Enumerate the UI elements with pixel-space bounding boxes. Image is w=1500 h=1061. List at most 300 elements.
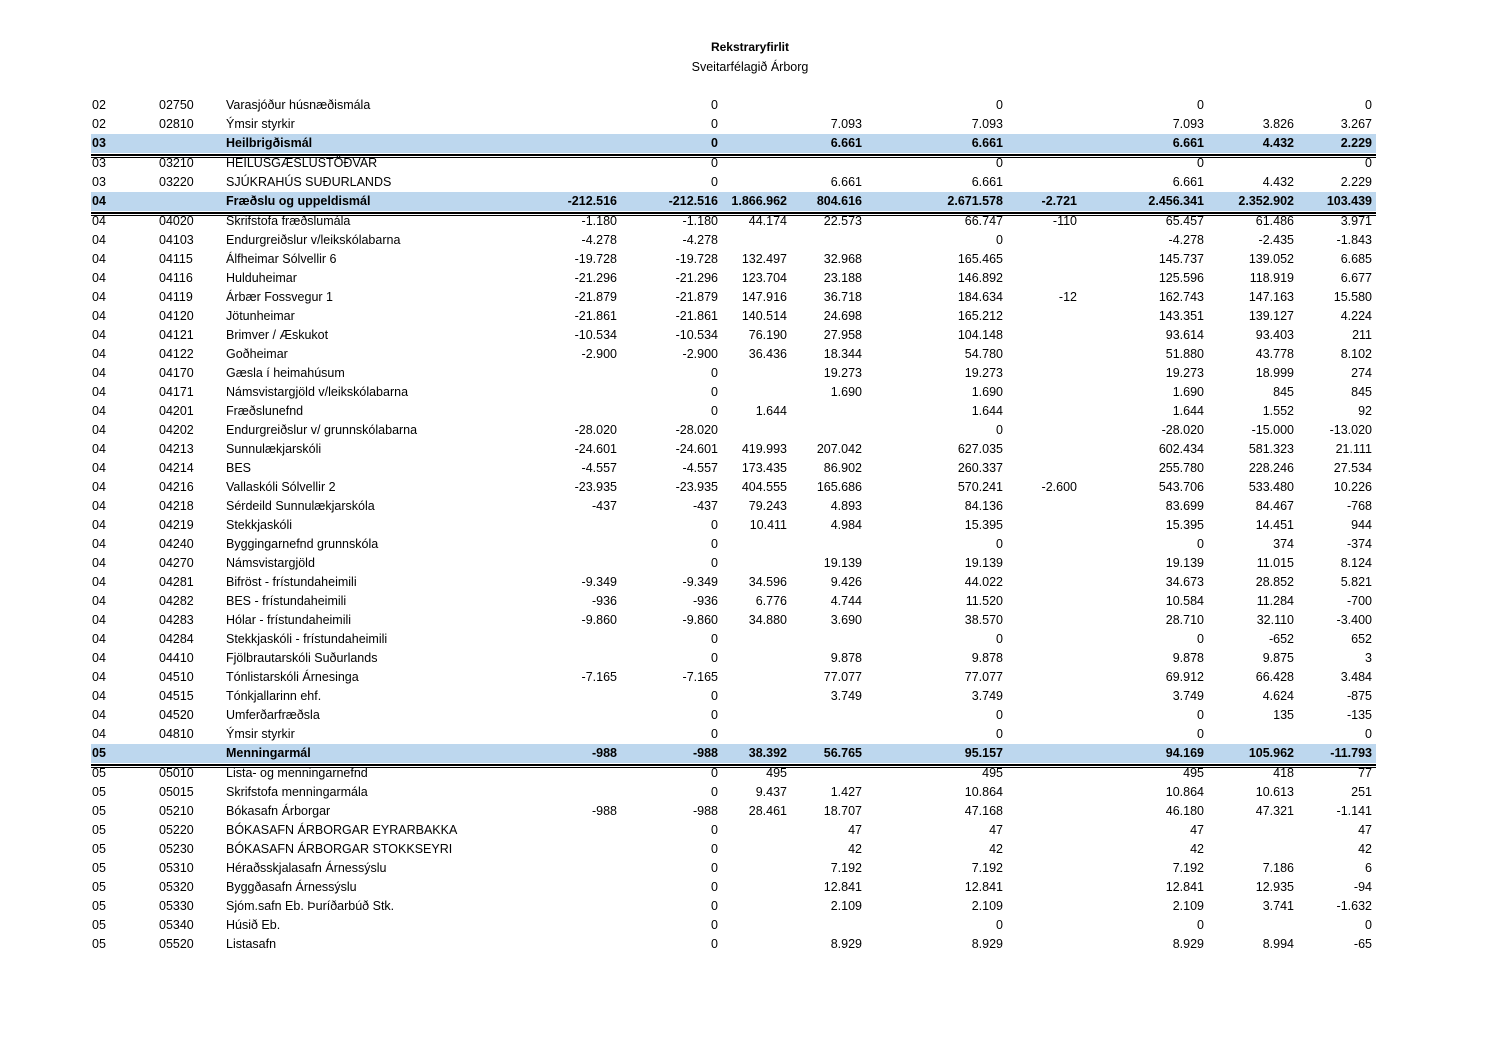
amount-cell: -23.935 <box>675 480 718 494</box>
account-code: 04116 <box>159 271 193 285</box>
table-row <box>91 440 1376 459</box>
table-row <box>91 897 1376 916</box>
amount-cell: 3.741 <box>1262 899 1294 913</box>
amount-cell: 6.685 <box>1340 252 1372 266</box>
amount-cell: 0 <box>996 423 1003 437</box>
table-row <box>91 364 1376 383</box>
amount-cell: 10.864 <box>964 785 1003 799</box>
amount-cell: 4.893 <box>830 499 862 513</box>
amount-cell: -13.020 <box>1329 423 1372 437</box>
amount-cell: 495 <box>1183 766 1204 780</box>
amount-cell: 0 <box>1197 727 1204 741</box>
account-code: 04213 <box>159 442 194 456</box>
amount-cell: 76.190 <box>748 328 787 342</box>
account-code: 05010 <box>159 766 194 780</box>
amount-cell: 374 <box>1273 537 1294 551</box>
amount-cell: 0 <box>711 136 718 150</box>
amount-cell: 104.148 <box>957 328 1003 342</box>
amount-cell: 3.826 <box>1262 117 1294 131</box>
amount-cell: 0 <box>711 708 718 722</box>
amount-cell: 10.584 <box>1165 594 1204 608</box>
amount-cell: -19.728 <box>675 252 718 266</box>
amount-cell: -110 <box>1052 214 1077 228</box>
account-name: Tónlistarskóli Árnesinga <box>226 670 359 684</box>
amount-cell: 123.704 <box>741 271 787 285</box>
amount-cell: 27.534 <box>1333 461 1372 475</box>
amount-cell: 4.624 <box>1262 689 1294 703</box>
account-name: Stekkjaskóli - frístundaheimili <box>226 632 388 646</box>
amount-cell: 21.111 <box>1335 442 1372 456</box>
amount-cell: 418 <box>1273 766 1294 780</box>
account-name: BÓKASAFN ÁRBORGAR EYRARBAKKA <box>226 823 458 837</box>
amount-cell: 18.707 <box>823 804 862 818</box>
amount-cell: 15.580 <box>1333 290 1372 304</box>
amount-cell: 1.644 <box>1172 404 1204 418</box>
amount-cell: 12.841 <box>1165 880 1204 894</box>
amount-cell: 77.077 <box>964 670 1003 684</box>
table-row <box>91 554 1376 573</box>
amount-cell: 184.634 <box>957 290 1003 304</box>
table-row <box>91 497 1376 516</box>
amount-cell: 8.929 <box>1172 937 1204 951</box>
account-code: 04214 <box>159 461 194 475</box>
account-name: Sunnulækjarskóli <box>226 442 322 456</box>
amount-cell: 165.686 <box>816 480 862 494</box>
category-code: 05 <box>92 899 106 913</box>
amount-cell: -3.400 <box>1336 613 1372 627</box>
amount-cell: -936 <box>692 594 718 608</box>
amount-cell: -28.020 <box>675 423 718 437</box>
category-code: 04 <box>92 594 106 608</box>
amount-cell: 162.743 <box>1158 290 1204 304</box>
account-code: 03220 <box>159 175 194 189</box>
amount-cell: 7.093 <box>1172 117 1204 131</box>
amount-cell: 1.427 <box>830 785 862 799</box>
amount-cell: 42 <box>848 842 862 856</box>
amount-cell: 46.180 <box>1165 804 1204 818</box>
amount-cell: 94.169 <box>1165 746 1204 760</box>
amount-cell: 3.267 <box>1340 117 1372 131</box>
amount-cell: 38.392 <box>748 746 787 760</box>
account-code: 04283 <box>159 613 194 627</box>
amount-cell: 0 <box>711 518 718 532</box>
amount-cell: 2.109 <box>1172 899 1204 913</box>
amount-cell: 543.706 <box>1158 480 1204 494</box>
amount-cell: 95.157 <box>964 746 1003 760</box>
amount-cell: -10.534 <box>675 328 718 342</box>
amount-cell: 652 <box>1351 632 1372 646</box>
account-name: Gæsla í heimahúsum <box>226 366 345 380</box>
amount-cell: 6.661 <box>830 175 862 189</box>
amount-cell: -94 <box>1353 880 1372 894</box>
account-code: 04121 <box>159 328 194 342</box>
amount-cell: 118.919 <box>1249 271 1294 285</box>
table-row <box>91 935 1376 954</box>
account-code: 04170 <box>159 366 194 380</box>
account-code: 04282 <box>159 594 194 608</box>
account-code: 05220 <box>159 823 194 837</box>
amount-cell: -21.879 <box>574 290 617 304</box>
amount-cell: 0 <box>996 727 1003 741</box>
amount-cell: 9.878 <box>830 651 862 665</box>
amount-cell: 18.344 <box>823 347 862 361</box>
account-name: Vallaskóli Sólvellir 2 <box>226 480 336 494</box>
category-code: 04 <box>92 347 106 361</box>
account-code: 04284 <box>159 632 194 646</box>
amount-cell: 28.461 <box>748 804 787 818</box>
amount-cell: 0 <box>1197 537 1204 551</box>
amount-cell: 0 <box>1365 918 1372 932</box>
amount-cell: 47.168 <box>964 804 1003 818</box>
amount-cell: 4.984 <box>830 518 862 532</box>
amount-cell: 47 <box>1358 823 1372 837</box>
table-row <box>91 212 1376 231</box>
amount-cell: 77.077 <box>823 670 862 684</box>
account-code: 04122 <box>159 347 194 361</box>
amount-cell: 10.613 <box>1255 785 1294 799</box>
amount-cell: -2.435 <box>1258 233 1294 247</box>
amount-cell: 51.880 <box>1165 347 1204 361</box>
account-name: Námsvistargjöld v/leikskólabarna <box>226 385 409 399</box>
account-name: Endurgreiðslur v/ grunnskólabarna <box>226 423 418 437</box>
amount-cell: -988 <box>591 804 617 818</box>
amount-cell: 3.749 <box>830 689 862 703</box>
account-name: Héraðsskjalasafn Árnessýslu <box>226 861 387 875</box>
amount-cell: -21.879 <box>675 290 718 304</box>
category-code: 04 <box>92 708 106 722</box>
amount-cell: 0 <box>711 98 718 112</box>
account-name: Byggingarnefnd grunnskóla <box>226 537 379 551</box>
table-row <box>91 269 1376 288</box>
account-name: BÓKASAFN ÁRBORGAR STOKKSEYRI <box>226 842 453 856</box>
amount-cell: 165.465 <box>957 252 1003 266</box>
amount-cell: 27.958 <box>823 328 862 342</box>
amount-cell: 43.778 <box>1255 347 1294 361</box>
amount-cell: 12.841 <box>823 880 862 894</box>
amount-cell: 0 <box>711 727 718 741</box>
amount-cell: -2.900 <box>682 347 718 361</box>
amount-cell: 32.968 <box>823 252 862 266</box>
category-code: 05 <box>92 861 106 875</box>
account-code: 04510 <box>159 670 194 684</box>
amount-cell: 3.484 <box>1340 670 1372 684</box>
amount-cell: 24.698 <box>823 309 862 323</box>
category-code: 03 <box>92 156 106 170</box>
account-code: 05310 <box>159 861 194 875</box>
account-name: Fræðslunefnd <box>226 404 304 418</box>
account-name: Námsvistargjöld <box>226 556 315 570</box>
account-name: Brimver / Æskukot <box>226 328 329 342</box>
category-code: 05 <box>92 842 106 856</box>
amount-cell: 42 <box>989 842 1003 856</box>
amount-cell: 0 <box>711 689 718 703</box>
amount-cell: 140.514 <box>741 309 787 323</box>
table-row <box>91 231 1376 250</box>
amount-cell: 0 <box>711 156 718 170</box>
table-row <box>91 516 1376 535</box>
amount-cell: 2.109 <box>830 899 862 913</box>
amount-cell: 36.718 <box>823 290 862 304</box>
category-code: 04 <box>92 689 106 703</box>
amount-cell: -875 <box>1346 689 1372 703</box>
amount-cell: 105.962 <box>1248 746 1294 760</box>
amount-cell: -12 <box>1058 290 1077 304</box>
amount-cell: 38.570 <box>964 613 1003 627</box>
table-row <box>91 783 1376 802</box>
amount-cell: 15.395 <box>1165 518 1204 532</box>
amount-cell: 495 <box>766 766 787 780</box>
amount-cell: 7.093 <box>971 117 1003 131</box>
account-name: SJÚKRAHÚS SUÐURLANDS <box>226 175 392 189</box>
amount-cell: 3.971 <box>1340 214 1372 228</box>
category-code: 04 <box>92 575 106 589</box>
account-name: Tónkjallarinn ehf. <box>226 689 322 703</box>
amount-cell: 47 <box>989 823 1003 837</box>
amount-cell: 135 <box>1273 708 1294 722</box>
amount-cell: 8.994 <box>1262 937 1294 951</box>
amount-cell: 0 <box>996 632 1003 646</box>
category-code: 04 <box>92 632 106 646</box>
account-code: 05015 <box>159 785 194 799</box>
amount-cell: -9.860 <box>581 613 617 627</box>
category-code: 04 <box>92 290 106 304</box>
account-name: Varasjóður húsnæðismála <box>226 98 371 112</box>
account-name: Skrifstofa fræðslumála <box>226 214 351 228</box>
amount-cell: 8.929 <box>971 937 1003 951</box>
amount-cell: 69.912 <box>1165 670 1204 684</box>
category-code: 05 <box>92 785 106 799</box>
amount-cell: 9.878 <box>1172 651 1204 665</box>
amount-cell: 36.436 <box>748 347 787 361</box>
amount-cell: 6.661 <box>971 175 1003 189</box>
amount-cell: 0 <box>711 918 718 932</box>
table-row <box>91 706 1376 725</box>
amount-cell: -24.601 <box>675 442 718 456</box>
amount-cell: 22.573 <box>823 214 862 228</box>
amount-cell: 147.163 <box>1248 290 1294 304</box>
amount-cell: -988 <box>692 746 718 760</box>
amount-cell: 581.323 <box>1248 442 1294 456</box>
amount-cell: 404.555 <box>741 480 787 494</box>
amount-cell: 0 <box>996 708 1003 722</box>
amount-cell: 19.139 <box>964 556 1003 570</box>
amount-cell: 42 <box>1358 842 1372 856</box>
category-code: 04 <box>92 727 106 741</box>
amount-cell: 1.690 <box>1172 385 1204 399</box>
category-code: 03 <box>92 175 106 189</box>
amount-cell: -21.861 <box>675 309 718 323</box>
category-code: 04 <box>92 271 106 285</box>
account-code: 04120 <box>159 309 194 323</box>
amount-cell: 79.243 <box>748 499 787 513</box>
amount-cell: -65 <box>1353 937 1372 951</box>
amount-cell: 173.435 <box>741 461 787 475</box>
table-row <box>91 821 1376 840</box>
category-code: 04 <box>92 194 106 208</box>
amount-cell: 0 <box>1365 98 1372 112</box>
amount-cell: 34.596 <box>748 575 787 589</box>
account-code: 05210 <box>159 804 194 818</box>
table-row <box>91 573 1376 592</box>
amount-cell: 0 <box>711 823 718 837</box>
amount-cell: -936 <box>591 594 617 608</box>
category-code: 05 <box>92 937 106 951</box>
table-row <box>91 96 1376 115</box>
account-code: 04216 <box>159 480 194 494</box>
account-code: 05230 <box>159 842 194 856</box>
amount-cell: 11.015 <box>1256 556 1294 570</box>
amount-cell: 10.226 <box>1333 480 1372 494</box>
amount-cell: 9.437 <box>755 785 787 799</box>
amount-cell: -21.296 <box>675 271 718 285</box>
amount-cell: -15.000 <box>1251 423 1294 437</box>
amount-cell: 146.892 <box>957 271 1003 285</box>
account-code: 04515 <box>159 689 194 703</box>
category-code: 04 <box>92 461 106 475</box>
category-code: 04 <box>92 385 106 399</box>
amount-cell: 7.186 <box>1262 861 1294 875</box>
account-name: Bókasafn Árborgar <box>226 804 331 818</box>
amount-cell: 44.022 <box>964 575 1003 589</box>
amount-cell: 6 <box>1365 861 1372 875</box>
table-row <box>91 345 1376 364</box>
amount-cell: -135 <box>1346 708 1372 722</box>
account-name: Ýmsir styrkir <box>226 117 295 131</box>
amount-cell: 0 <box>711 861 718 875</box>
account-code: 04103 <box>159 233 194 247</box>
amount-cell: -2.600 <box>1041 480 1077 494</box>
amount-cell: 14.451 <box>1255 518 1294 532</box>
amount-cell: -9.860 <box>682 613 718 627</box>
account-name: Hólar - frístundaheimili <box>226 613 352 627</box>
amount-cell: 34.673 <box>1165 575 1204 589</box>
account-name: Umferðarfræðsla <box>226 708 320 722</box>
amount-cell: 6.661 <box>1172 175 1204 189</box>
account-name: Jötunheimar <box>226 309 295 323</box>
amount-cell: 11.284 <box>1256 594 1294 608</box>
category-code: 04 <box>92 499 106 513</box>
category-code: 05 <box>92 880 106 894</box>
account-name: BES <box>226 461 252 475</box>
amount-cell: 251 <box>1351 785 1372 799</box>
amount-cell: 6.776 <box>755 594 787 608</box>
amount-cell: 28.852 <box>1255 575 1294 589</box>
amount-cell: 139.127 <box>1248 309 1294 323</box>
amount-cell: 274 <box>1351 366 1372 380</box>
amount-cell: -374 <box>1346 537 1372 551</box>
amount-cell: 132.497 <box>741 252 787 266</box>
table-row <box>91 649 1376 668</box>
amount-cell: -212.516 <box>668 194 718 208</box>
amount-cell: -212.516 <box>567 194 617 208</box>
amount-cell: 211 <box>1352 328 1372 342</box>
account-name: Endurgreiðslur v/leikskólabarna <box>226 233 401 247</box>
amount-cell: -11.793 <box>1330 746 1372 760</box>
amount-cell: 533.480 <box>1248 480 1294 494</box>
amount-cell: -4.557 <box>682 461 718 475</box>
amount-cell: 143.351 <box>1158 309 1204 323</box>
account-code: 04270 <box>159 556 194 570</box>
account-code: 04281 <box>159 575 194 589</box>
amount-cell: 804.616 <box>816 194 862 208</box>
amount-cell: -19.728 <box>574 252 617 266</box>
amount-cell: 2.229 <box>1340 136 1372 150</box>
category-code: 04 <box>92 328 106 342</box>
amount-cell: -1.632 <box>1336 899 1372 913</box>
amount-cell: 1.552 <box>1262 404 1294 418</box>
amount-cell: 9.426 <box>830 575 862 589</box>
table-row <box>91 802 1376 821</box>
table-row <box>91 250 1376 269</box>
amount-cell: 1.644 <box>971 404 1003 418</box>
amount-cell: 207.042 <box>816 442 862 456</box>
category-code: 05 <box>92 918 106 932</box>
amount-cell: 4.744 <box>830 594 862 608</box>
amount-cell: -1.180 <box>682 214 718 228</box>
report-table <box>91 96 1376 954</box>
amount-cell: 0 <box>996 918 1003 932</box>
amount-cell: 42 <box>1190 842 1204 856</box>
category-code: 05 <box>92 804 106 818</box>
amount-cell: 9.875 <box>1262 651 1294 665</box>
account-name: Goðheimar <box>226 347 288 361</box>
account-code: 05330 <box>159 899 194 913</box>
account-name: Ýmsir styrkir <box>226 727 295 741</box>
category-code: 04 <box>92 252 106 266</box>
account-name: Byggðasafn Árnessýslu <box>226 880 357 894</box>
amount-cell: 66.747 <box>964 214 1003 228</box>
category-code: 05 <box>92 766 106 780</box>
category-code: 04 <box>92 556 106 570</box>
table-row <box>91 668 1376 687</box>
table-row <box>91 725 1376 744</box>
amount-cell: 145.737 <box>1158 252 1204 266</box>
table-row <box>91 478 1376 497</box>
amount-cell: 84.467 <box>1255 499 1294 513</box>
amount-cell: 0 <box>711 175 718 189</box>
amount-cell: 84.136 <box>964 499 1003 513</box>
account-name: Fræðslu og uppeldismál <box>226 194 371 208</box>
table-row <box>91 459 1376 478</box>
account-name: Hulduheimar <box>226 271 297 285</box>
table-row <box>91 154 1376 173</box>
amount-cell: 9.878 <box>971 651 1003 665</box>
account-name: Álfheimar Sólvellir 6 <box>226 252 337 266</box>
amount-cell: 2.671.578 <box>947 194 1003 208</box>
amount-cell: 0 <box>996 98 1003 112</box>
account-name: Fjölbrautarskóli Suðurlands <box>226 651 378 665</box>
amount-cell: 32.110 <box>1256 613 1294 627</box>
amount-cell: 8.102 <box>1340 347 1372 361</box>
amount-cell: 1.690 <box>830 385 862 399</box>
account-name: BES - frístundaheimili <box>226 594 347 608</box>
amount-cell: 66.428 <box>1255 670 1294 684</box>
amount-cell: 7.093 <box>830 117 862 131</box>
account-code: 02750 <box>159 98 194 112</box>
amount-cell: -988 <box>692 804 718 818</box>
amount-cell: 28.710 <box>1165 613 1204 627</box>
amount-cell: -21.296 <box>574 271 617 285</box>
amount-cell: 0 <box>1365 156 1372 170</box>
amount-cell: -23.935 <box>574 480 617 494</box>
amount-cell: 7.192 <box>830 861 862 875</box>
account-code: 04119 <box>159 290 193 304</box>
amount-cell: -10.534 <box>574 328 617 342</box>
table-row <box>91 859 1376 878</box>
table-row <box>91 840 1376 859</box>
amount-cell: 255.780 <box>1158 461 1204 475</box>
amount-cell: 1.690 <box>971 385 1003 399</box>
